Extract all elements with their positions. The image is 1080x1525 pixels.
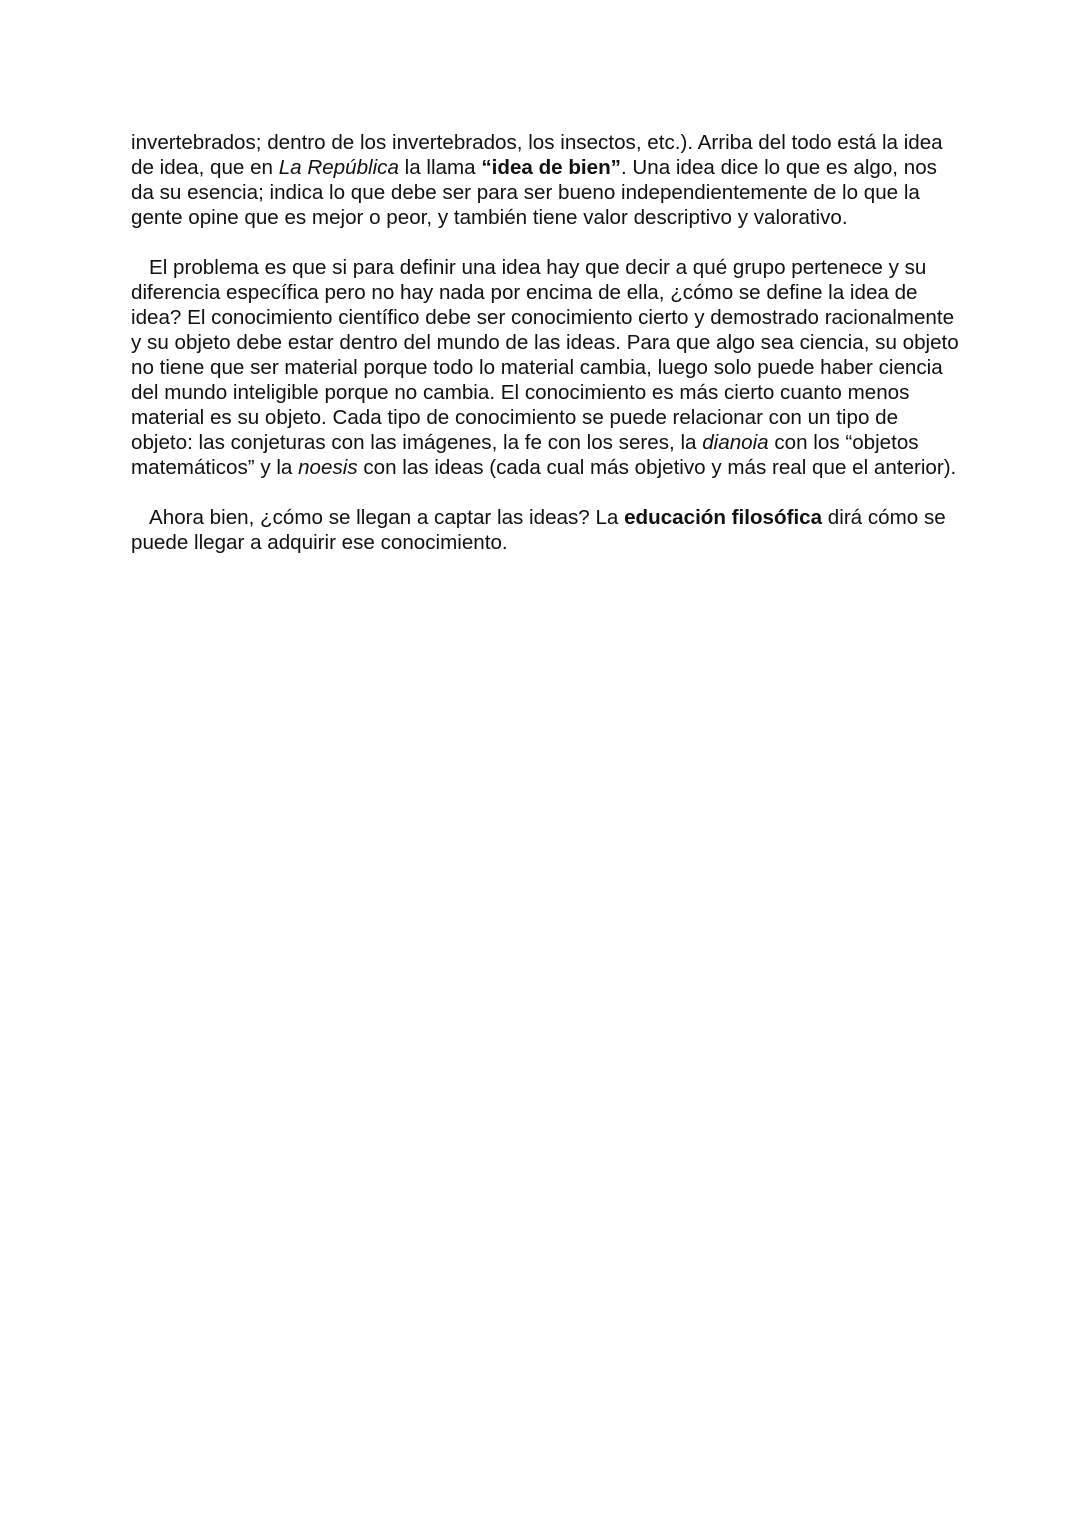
paragraph-1-run-1: invertebrados; dentro de los invertebrados, los insectos, etc.). Arriba del todo está la idea de idea, que en <box>131 131 943 179</box>
paragraph-1 <box>131 130 961 230</box>
paragraph-3-run-3: dirá cómo se puede llegar a adquirir ese conocimiento. <box>131 506 946 554</box>
paragraph-2-run-2: dianoia <box>702 431 769 454</box>
paragraph-1-run-3: la llama <box>398 156 482 179</box>
paragraph-1-run-2: La República <box>278 156 399 179</box>
paragraph-2-run-5: con las ideas (cada cual más objetivo y más real que el anterior). <box>357 456 957 479</box>
paragraph-1-run-4: “idea de bien” <box>481 156 621 179</box>
paragraph-3 <box>131 505 961 555</box>
paragraph-2-run-1: El problema es que si para definir una idea hay que decir a qué grupo pertenece y su diferencia específica pero no hay nada por encima de ella, ¿cómo se define la idea de idea? El conocimiento científico debe ser conocimiento cierto y demostrado racionalmente y su objeto debe estar dentro del mundo de las ideas. Para que algo sea ciencia, su objeto no tiene que ser material porque todo lo material cambia, luego solo puede haber ciencia del mundo inteligible porque no cambia. El conocimiento es más cierto cuanto menos material es su objeto. Cada tipo de conocimiento se puede relacionar con un tipo de objeto: las conjeturas con las imágenes, la fe con los seres, la <box>131 256 959 454</box>
document-body <box>131 130 961 580</box>
paragraph-2 <box>131 255 961 480</box>
paragraph-2-run-4: noesis <box>298 456 358 479</box>
paragraph-2-run-3: con los “objetos matemáticos” y la <box>131 431 919 479</box>
paragraph-3-run-2: educación filosófica <box>624 506 823 529</box>
paragraph-1-run-5: . Una idea dice lo que es algo, nos da su esencia; indica lo que debe ser para ser bueno independientemente de lo que la gente opine que es mejor o peor, y también tiene valor descriptivo y valorativo. <box>131 156 937 229</box>
paragraph-3-run-1: Ahora bien, ¿cómo se llegan a captar las ideas? La <box>149 506 625 529</box>
